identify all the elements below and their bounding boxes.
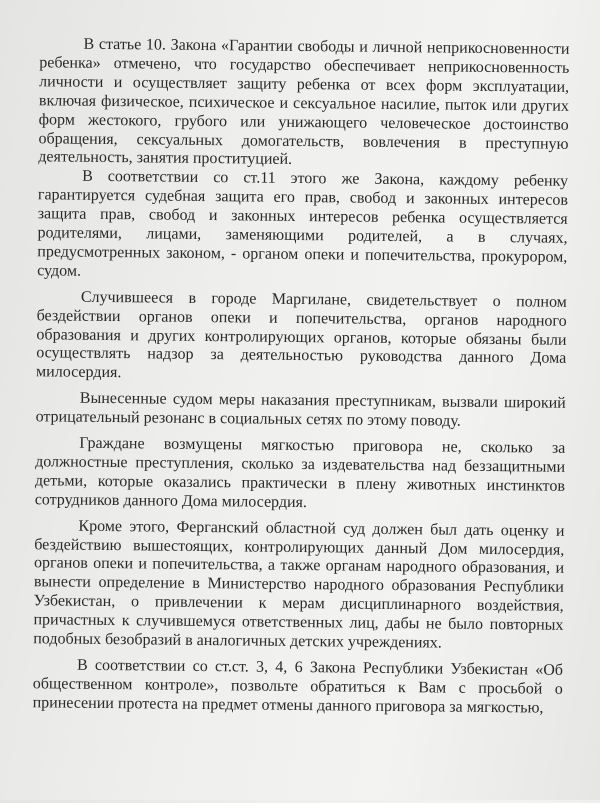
text-line: милосердия. — [36, 363, 122, 382]
text-line: причастных к случившемуся ответственных лиц, дабы не было повторных — [33, 611, 564, 634]
text-line: гарантируется судебная защита его прав, свобод и законных интересов — [37, 186, 569, 210]
text-line: бездействии органов опеки и попечительства, органов народного — [36, 306, 567, 330]
text-line: Случившееся в городе Маргилане, свидетельствует о полном — [80, 288, 567, 311]
text-line: бездействию вышестоящих, контролирующих данный Дом милосердия, — [34, 535, 565, 559]
text-line: Вынесенные судом меры наказания преступникам, вызвали широкий — [79, 389, 566, 412]
text-line: родителями, лицами, заменяющими родителей, а в случаях, — [37, 224, 568, 247]
text-line: личности и осуществляет защиту ребенка от всех форм эксплуатации, — [39, 73, 570, 96]
text-line: включая физическое, психическое и сексуальное насилие, пыток или других — [38, 91, 569, 115]
text-line: образования и других контролирующих органов, которые обязаны были — [36, 325, 567, 349]
text-line: деятельность, занятия проституцией. — [38, 148, 293, 169]
text-line: В соответствии со ст.11 этого же Закона, каждому ребенку — [82, 168, 569, 191]
text-line: В статье 10. Закона «Гарантии свободы и личной неприкосновенности — [83, 35, 570, 58]
text-line: Кроме этого, Ферганский областной суд должен был дать оценку и — [78, 517, 565, 540]
text-line: должностные преступления, сколько за издевательства над беззащитными — [35, 453, 566, 476]
paragraph-1 — [0, 0, 600, 169]
text-line: форм жестокого, грубого или унижающего человеческое достоинство — [38, 110, 569, 134]
text-line: вынести определение в Министерство народного образования Республики — [33, 573, 564, 597]
text-line: обращения, сексуальных домогательств, вовлечения в преступную — [38, 129, 569, 153]
text-line: детьми, которые оказались практически в плену животных инстинктов — [34, 472, 566, 495]
text-line: В соответствии со ст.ст. 3, 4, 6 Закона Республики Узбекистан «Об — [76, 656, 564, 679]
text-line: подобных безобразий в аналогичных детских учреждениях. — [33, 630, 442, 652]
text-line: ребенка» отмечено, что государство обеспечивает неприкосновенность — [39, 54, 570, 77]
text-line: общественном контроле», позвольте обратиться к Вам с просьбой о — [32, 675, 563, 698]
text-line: сотрудников данного Дома милосердия. — [34, 490, 308, 511]
text-line: Граждане возмущены мягкостью приговора не, сколько за — [79, 434, 566, 457]
text-line: Узбекистан, о привлечении к мерам дисциплинарного воздействия, — [33, 592, 564, 615]
text-line: судом. — [37, 262, 82, 280]
text-line: защита прав, свобод и законных интересов ребенка осуществляется — [37, 205, 568, 228]
text-line: отрицательный резонанс в социальных сетях по этому поводу. — [35, 408, 461, 430]
text-line: осуществлять надзор за деятельностью руководства данного Дома — [36, 344, 567, 368]
text-line: принесении протеста на предмет отмены данного приговора за мягкостью, — [32, 693, 544, 717]
text-line: предусмотренных законом, - органом опеки и попечительства, прокурором, — [37, 243, 568, 266]
text-line: органов опеки и попечительства, а также органам народного образования, и — [33, 554, 565, 578]
